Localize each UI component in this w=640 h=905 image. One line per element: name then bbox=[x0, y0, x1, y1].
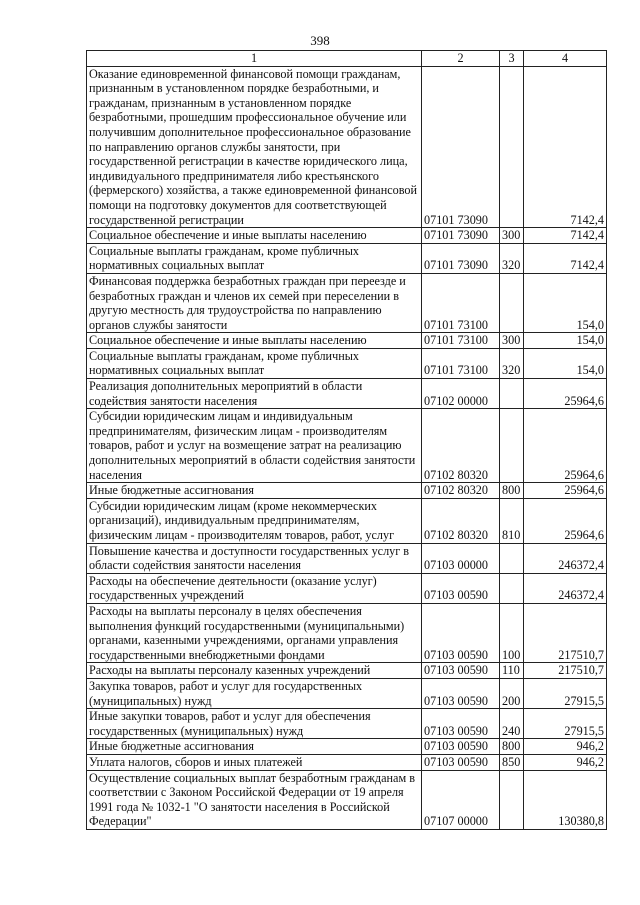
row-name: Социальное обеспечение и иные выплаты населению bbox=[87, 333, 422, 349]
row-sum: 25964,6 bbox=[524, 498, 607, 543]
row-sum: 7142,4 bbox=[524, 243, 607, 273]
row-sum: 246372,4 bbox=[524, 573, 607, 603]
header-col-1: 1 bbox=[87, 51, 422, 67]
row-name: Оказание единовременной финансовой помощи гражданам, признанным в установленном порядке безработными, и гражданам, признанным в установленном порядке безработными, прошедшим профессиональное обучение или получившим дополнительное профессиональное образование по направлению органов службы занятости, при государственной регистрации в качестве юридического лица, индивидуального предпринимателя либо крестьянского (фермерского) хозяйства, а также единовременной финансовой помощи на подготовку документов для соответствующей государственной регистрации bbox=[87, 66, 422, 228]
row-type bbox=[500, 543, 524, 573]
header-col-4: 4 bbox=[524, 51, 607, 67]
row-type: 800 bbox=[500, 483, 524, 499]
header-row bbox=[87, 51, 607, 67]
row-type: 200 bbox=[500, 678, 524, 708]
row-code: 07101 73100 bbox=[422, 273, 500, 332]
table-row bbox=[87, 678, 607, 708]
row-sum: 27915,5 bbox=[524, 709, 607, 739]
row-type: 850 bbox=[500, 754, 524, 770]
row-type: 320 bbox=[500, 348, 524, 378]
row-name: Реализация дополнительных мероприятий в области содействия занятости населения bbox=[87, 379, 422, 409]
row-type: 240 bbox=[500, 709, 524, 739]
row-name: Социальные выплаты гражданам, кроме публичных нормативных социальных выплат bbox=[87, 348, 422, 378]
row-name: Расходы на обеспечение деятельности (оказание услуг) государственных учреждений bbox=[87, 573, 422, 603]
row-name: Иные бюджетные ассигнования bbox=[87, 739, 422, 755]
table-row bbox=[87, 663, 607, 679]
page-number: 398 bbox=[310, 33, 330, 48]
table-row bbox=[87, 348, 607, 378]
row-name: Расходы на выплаты персоналу казенных учреждений bbox=[87, 663, 422, 679]
row-code: 07102 00000 bbox=[422, 379, 500, 409]
row-sum: 25964,6 bbox=[524, 379, 607, 409]
row-name: Субсидии юридическим лицам (кроме некоммерческих организаций), индивидуальным предпринимателям, физическим лицам - производителям товаров, работ, услуг bbox=[87, 498, 422, 543]
row-name: Иные закупки товаров, работ и услуг для обеспечения государственных (муниципальных) нужд bbox=[87, 709, 422, 739]
row-sum: 217510,7 bbox=[524, 603, 607, 662]
row-code: 07101 73100 bbox=[422, 348, 500, 378]
row-name: Финансовая поддержка безработных граждан при переезде и безработных граждан и членов их семей при переселении в другую местность для трудоустройства по направлению органов службы занятости bbox=[87, 273, 422, 332]
table-row bbox=[87, 709, 607, 739]
row-code: 07103 00590 bbox=[422, 739, 500, 755]
row-code: 07103 00000 bbox=[422, 543, 500, 573]
table-row bbox=[87, 228, 607, 244]
table-row bbox=[87, 498, 607, 543]
row-type bbox=[500, 770, 524, 829]
row-sum: 27915,5 bbox=[524, 678, 607, 708]
row-code: 07102 80320 bbox=[422, 498, 500, 543]
row-code: 07107 00000 bbox=[422, 770, 500, 829]
row-type: 300 bbox=[500, 333, 524, 349]
table-row bbox=[87, 603, 607, 662]
row-type bbox=[500, 409, 524, 483]
row-name: Субсидии юридическим лицам и индивидуальным предпринимателям, физическим лицам - производителям товаров, работ и услуг на возмещение затрат на реализацию дополнительных мероприятий в области содействия занятости населения bbox=[87, 409, 422, 483]
row-code: 07103 00590 bbox=[422, 678, 500, 708]
table-row bbox=[87, 273, 607, 332]
row-type bbox=[500, 273, 524, 332]
row-type: 320 bbox=[500, 243, 524, 273]
row-code: 07103 00590 bbox=[422, 754, 500, 770]
row-code: 07101 73090 bbox=[422, 243, 500, 273]
row-code: 07101 73090 bbox=[422, 66, 500, 228]
row-sum: 7142,4 bbox=[524, 228, 607, 244]
row-type bbox=[500, 66, 524, 228]
row-sum: 25964,6 bbox=[524, 409, 607, 483]
row-type bbox=[500, 379, 524, 409]
header-col-2: 2 bbox=[422, 51, 500, 67]
row-sum: 25964,6 bbox=[524, 483, 607, 499]
row-sum: 946,2 bbox=[524, 739, 607, 755]
row-name: Социальное обеспечение и иные выплаты населению bbox=[87, 228, 422, 244]
row-code: 07103 00590 bbox=[422, 603, 500, 662]
row-code: 07103 00590 bbox=[422, 573, 500, 603]
row-sum: 7142,4 bbox=[524, 66, 607, 228]
row-name: Повышение качества и доступности государственных услуг в области содействия занятости населения bbox=[87, 543, 422, 573]
row-code: 07101 73100 bbox=[422, 333, 500, 349]
table-row bbox=[87, 483, 607, 499]
header-col-3: 3 bbox=[500, 51, 524, 67]
row-type: 810 bbox=[500, 498, 524, 543]
row-sum: 246372,4 bbox=[524, 543, 607, 573]
table-row bbox=[87, 333, 607, 349]
row-code: 07102 80320 bbox=[422, 483, 500, 499]
row-name: Расходы на выплаты персоналу в целях обеспечения выполнения функций государственными (муниципальными) органами, казенными учреждениями, органами управления государственными внебюджетными фондами bbox=[87, 603, 422, 662]
row-code: 07102 80320 bbox=[422, 409, 500, 483]
table-row bbox=[87, 754, 607, 770]
table-row bbox=[87, 379, 607, 409]
table-row bbox=[87, 739, 607, 755]
row-sum: 154,0 bbox=[524, 273, 607, 332]
row-name: Осуществление социальных выплат безработным гражданам в соответствии с Законом Российской Федерации от 19 апреля 1991 года № 1032-1 "О занятости населения в Российской Федерации" bbox=[87, 770, 422, 829]
row-type: 800 bbox=[500, 739, 524, 755]
row-sum: 154,0 bbox=[524, 348, 607, 378]
table-row bbox=[87, 409, 607, 483]
row-code: 07101 73090 bbox=[422, 228, 500, 244]
row-sum: 946,2 bbox=[524, 754, 607, 770]
row-name: Закупка товаров, работ и услуг для государственных (муниципальных) нужд bbox=[87, 678, 422, 708]
table-row bbox=[87, 66, 607, 228]
table-row bbox=[87, 770, 607, 829]
table-row bbox=[87, 543, 607, 573]
row-name: Социальные выплаты гражданам, кроме публичных нормативных социальных выплат bbox=[87, 243, 422, 273]
row-sum: 130380,8 bbox=[524, 770, 607, 829]
row-type: 110 bbox=[500, 663, 524, 679]
budget-table bbox=[86, 50, 607, 830]
row-name: Иные бюджетные ассигнования bbox=[87, 483, 422, 499]
row-type: 100 bbox=[500, 603, 524, 662]
row-sum: 217510,7 bbox=[524, 663, 607, 679]
row-type: 300 bbox=[500, 228, 524, 244]
table-row bbox=[87, 573, 607, 603]
row-code: 07103 00590 bbox=[422, 663, 500, 679]
row-code: 07103 00590 bbox=[422, 709, 500, 739]
row-name: Уплата налогов, сборов и иных платежей bbox=[87, 754, 422, 770]
table-row bbox=[87, 243, 607, 273]
row-type bbox=[500, 573, 524, 603]
row-sum: 154,0 bbox=[524, 333, 607, 349]
